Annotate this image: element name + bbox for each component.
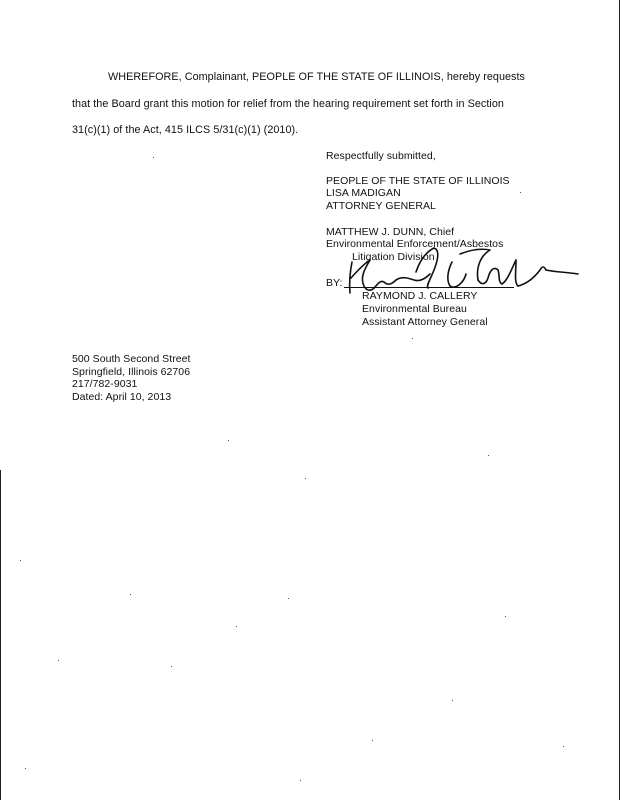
scan-speck [488,455,489,456]
attorney-name: LISA MADIGAN [326,187,401,199]
scan-speck [305,478,306,479]
scan-speck [130,594,131,595]
chief-name: MATTHEW J. DUNN, Chief [326,226,455,238]
right-page-edge [619,0,620,800]
scan-speck [25,768,26,769]
left-page-edge [0,470,1,800]
body-paragraph-line-1: WHEREFORE, Complainant, PEOPLE OF THE STATE OF ILLINOIS, hereby requests [108,71,526,83]
scan-speck [58,660,59,661]
division-line-2: Litigation Division [352,251,435,263]
signer-bureau: Environmental Bureau [362,303,467,315]
by-label: BY: [326,277,343,289]
date-line: Dated: April 10, 2013 [72,391,172,403]
scan-speck [452,700,453,701]
scan-speck [236,626,237,627]
address-city: Springfield, Illinois 62706 [72,366,191,378]
handwritten-signature [330,240,580,295]
body-paragraph-line-2: that the Board grant this motion for relief from the hearing requirement set forth in Section [72,98,504,110]
scan-speck [153,157,154,158]
body-paragraph-line-3: 31(c)(1) of the Act, 415 ILCS 5/31(c)(1) (2010). [72,124,299,136]
attorney-title: ATTORNEY GENERAL [326,200,436,212]
address-phone: 217/782-9031 [72,378,138,390]
scan-speck [228,440,229,441]
scan-speck [505,616,506,617]
scan-speck [563,746,564,747]
scan-speck [412,338,413,339]
address-street: 500 South Second Street [72,353,191,365]
scan-speck [171,666,172,667]
party-name: PEOPLE OF THE STATE OF ILLINOIS [326,175,510,187]
scan-speck [288,598,289,599]
signer-name: RAYMOND J. CALLERY [362,290,478,302]
scan-speck [300,780,301,781]
division-line-1: Environmental Enforcement/Asbestos [326,238,504,250]
scan-speck [520,192,521,193]
scan-speck [20,560,21,561]
signer-title: Assistant Attorney General [362,316,488,328]
closing-salutation: Respectfully submitted, [326,150,436,162]
scan-speck [372,740,373,741]
